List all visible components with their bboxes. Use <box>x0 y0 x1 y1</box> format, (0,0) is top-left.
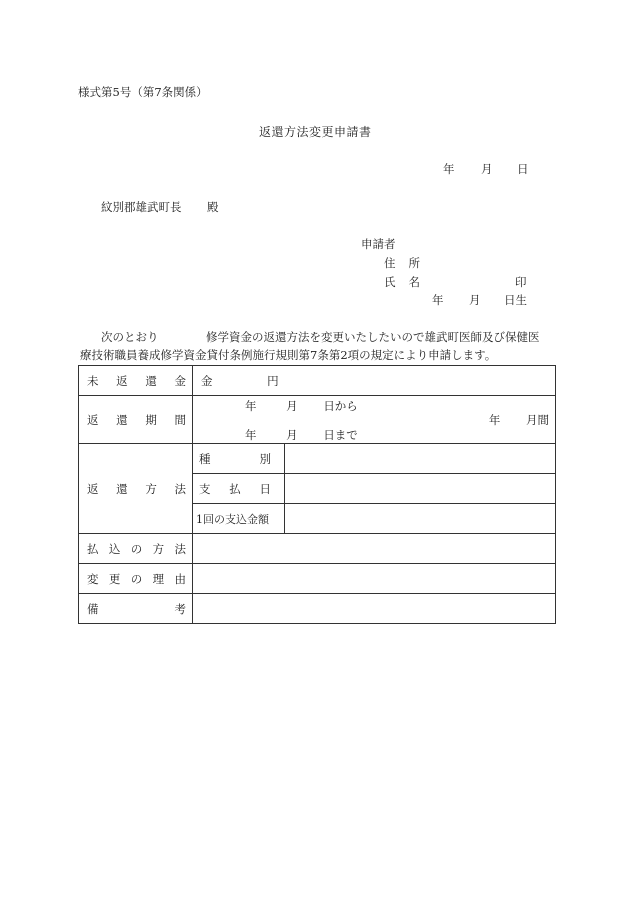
name-label: 氏 名 <box>384 275 420 289</box>
addressee-name: 紋別郡雄武町長 <box>101 200 182 214</box>
unreturned-row <box>79 366 556 396</box>
payment-method-label: 払 込 の 方 法 <box>79 534 193 564</box>
application-table <box>78 365 556 624</box>
remarks-row <box>79 594 556 624</box>
body-line1-rest: 修学資金の返還方法を変更いたしたいので雄武町医師及び保健医 <box>206 330 540 344</box>
method-type-label: 種 別 <box>193 444 285 474</box>
method-payday-label: 支 払 日 <box>193 474 285 504</box>
address-label: 住 所 <box>384 256 420 270</box>
method-payday-field[interactable] <box>285 474 556 504</box>
date-day: 日 <box>517 162 529 176</box>
unreturned-label: 未 返 還 金 <box>79 366 193 396</box>
change-reason-label: 変 更 の 理 由 <box>79 564 193 594</box>
payment-method-field[interactable] <box>193 534 556 564</box>
birth-day: 日生 <box>504 293 527 307</box>
remarks-label: 備 考 <box>79 594 193 624</box>
body-line2: 療技術職員養成修学資金貸付条例施行規則第7条第2項の規定により申請します。 <box>80 348 497 362</box>
period-label: 返 還 期 間 <box>79 396 193 444</box>
method-type-field[interactable] <box>285 444 556 474</box>
form-number: 様式第5号（第7条関係） <box>78 85 208 99</box>
seal-mark: 印 <box>515 275 527 289</box>
period-field[interactable] <box>193 396 556 444</box>
remarks-field[interactable] <box>193 594 556 624</box>
method-installment-field[interactable] <box>285 504 556 534</box>
period-to: 年 月 日まで <box>245 428 358 442</box>
date-month: 月 <box>481 162 493 176</box>
page-title: 返還方法変更申請書 <box>259 125 372 139</box>
birth-month: 月 <box>469 293 481 307</box>
unreturned-amount-field[interactable]: 金 円 <box>193 366 556 396</box>
payment-method-row <box>79 534 556 564</box>
period-row <box>79 396 556 444</box>
date-year: 年 <box>443 162 455 176</box>
applicant-label: 申請者 <box>361 237 396 251</box>
period-total: 年 月間 <box>488 413 549 427</box>
birth-year: 年 <box>432 293 444 307</box>
addressee-honorific: 殿 <box>207 200 219 214</box>
method-label: 返 還 方 法 <box>79 444 193 534</box>
method-installment-label: 1回の支込金額 <box>193 504 285 534</box>
body-line1-start: 次のとおり <box>101 330 159 344</box>
change-reason-field[interactable] <box>193 564 556 594</box>
change-reason-row <box>79 564 556 594</box>
method-row-1 <box>79 444 556 474</box>
period-from: 年 月 日から <box>245 399 358 413</box>
